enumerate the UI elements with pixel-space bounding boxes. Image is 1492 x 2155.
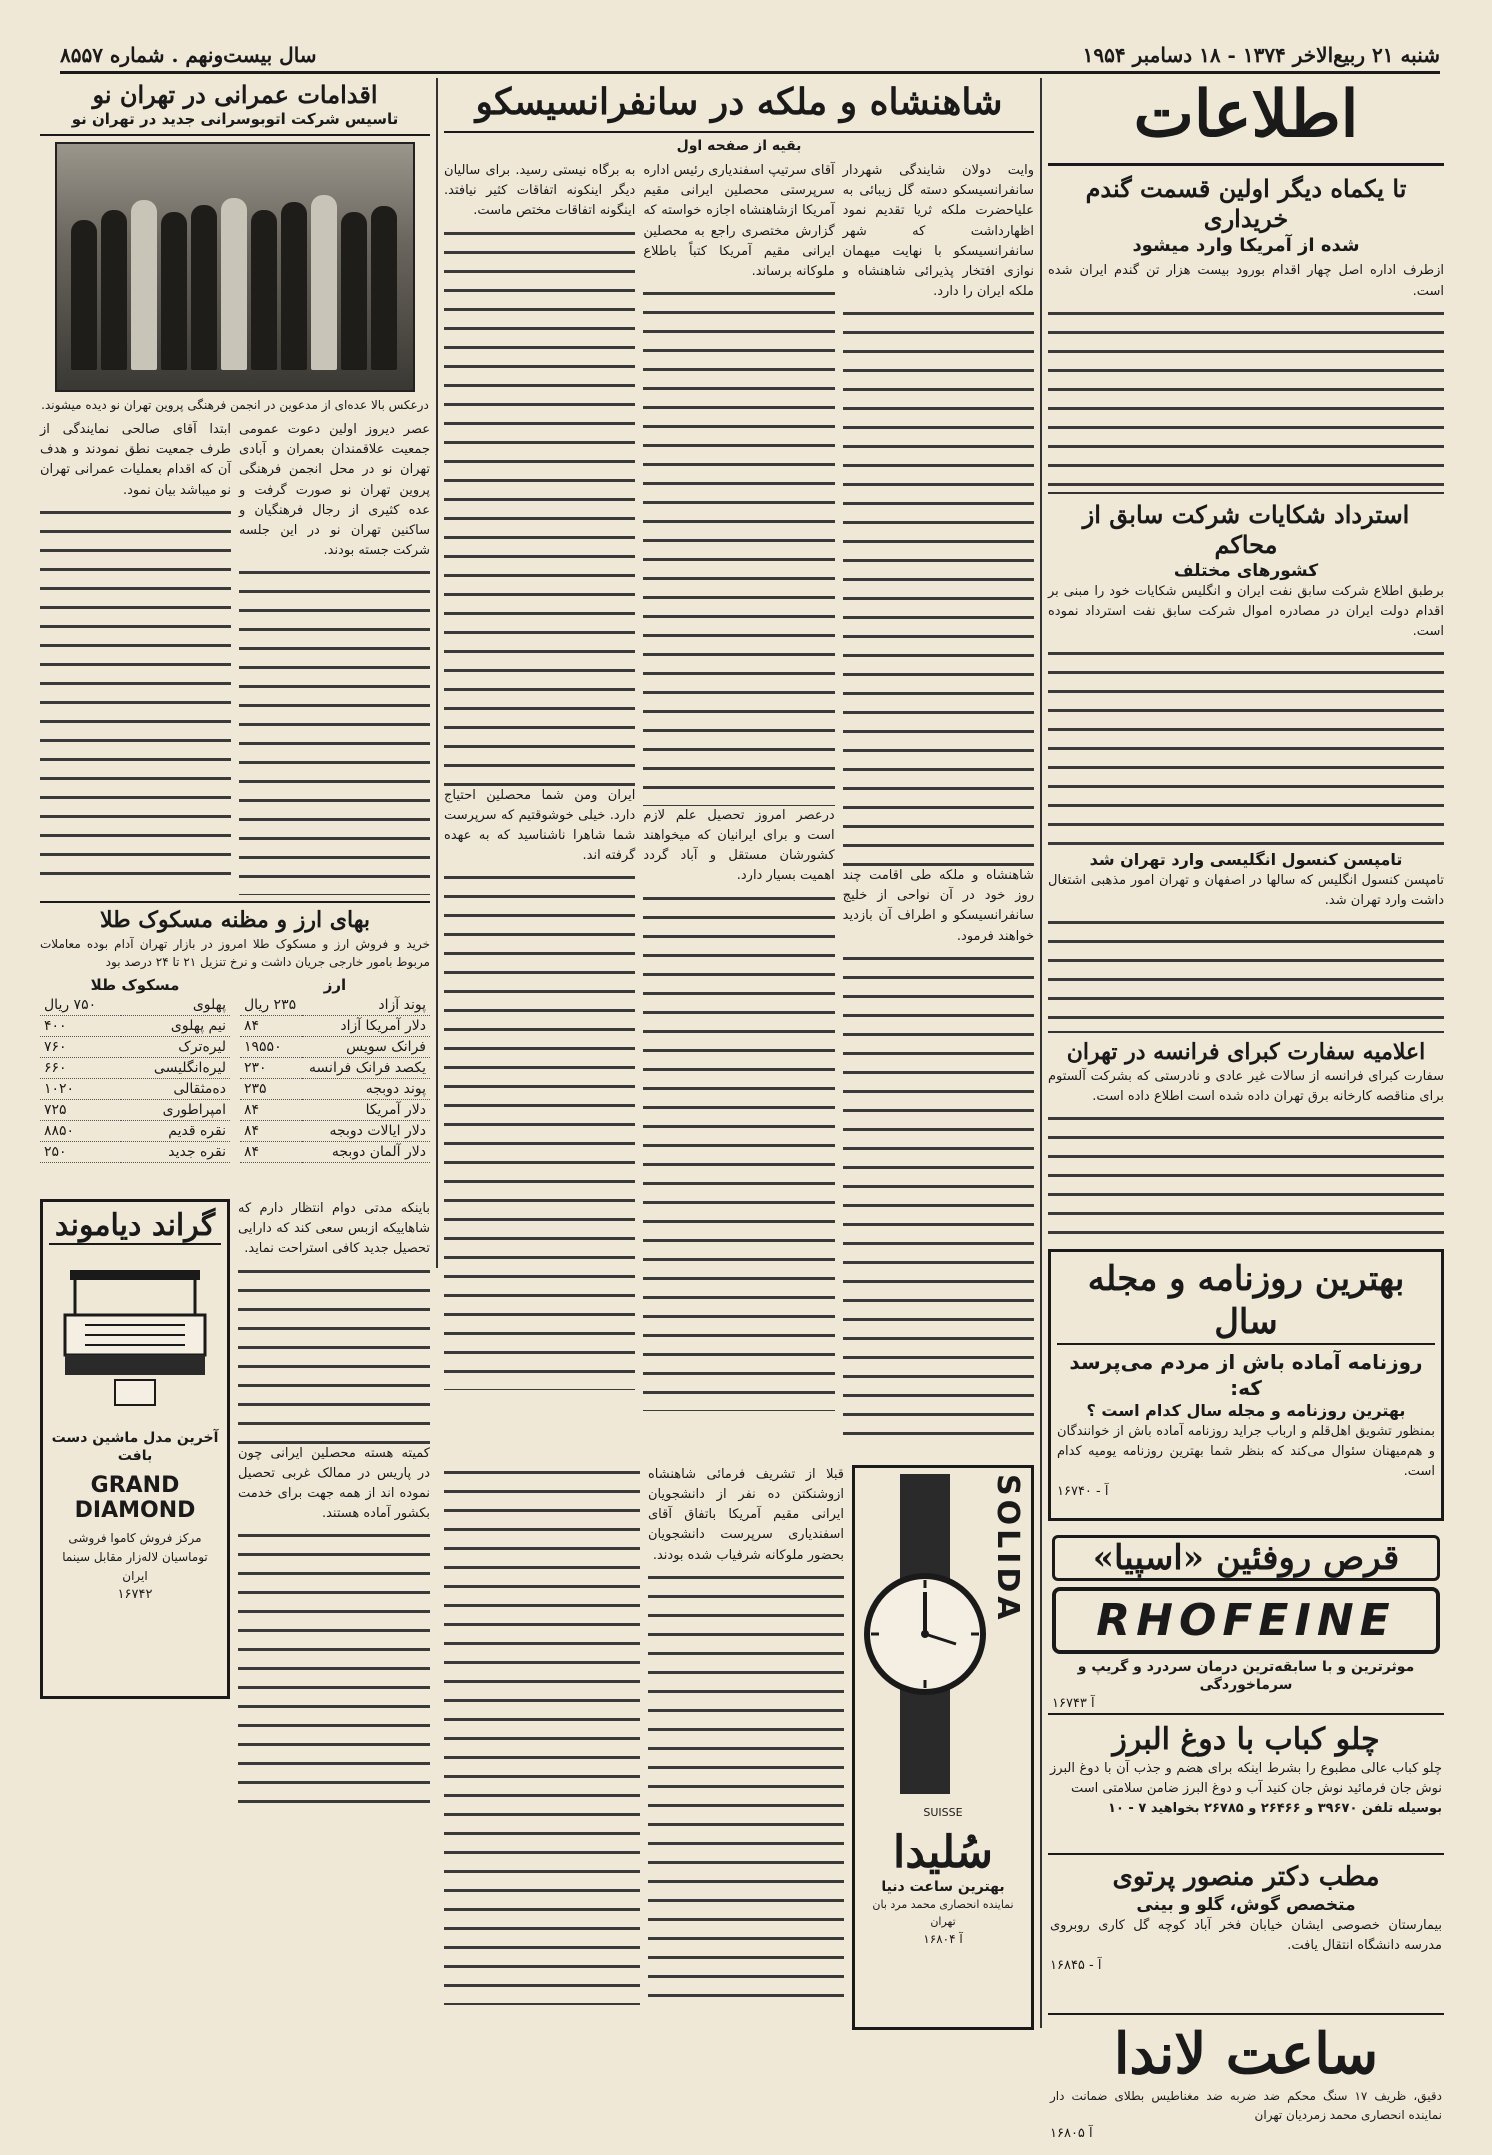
price-item-rate: ۸۴	[240, 1100, 302, 1121]
price-item-name: فرانک سویس	[302, 1037, 430, 1058]
currency-row	[240, 1058, 430, 1079]
currency-row	[240, 1121, 430, 1142]
currency-row	[240, 1079, 430, 1100]
rhofeine-ad	[1048, 1529, 1444, 1715]
currency-row	[240, 1142, 430, 1163]
clinic-ad	[1048, 1855, 1444, 2015]
development-paragraph: ابتدا آقای صالحی نمایندگی از طرف جمعیت نطق نمودند و هدف آن که اقدام بعملیات عمرانی تهران نو میباشد بیان نمود.	[40, 422, 231, 498]
group-photo	[55, 142, 415, 392]
price-item-rate: ۷۶۰	[40, 1037, 121, 1058]
best-newspaper-subheadline: روزنامه آماده باش از مردم می‌پرسد که:	[1069, 1350, 1423, 1401]
price-item-rate: ۶۶۰	[40, 1058, 121, 1079]
price-item-name: امپراطوری	[121, 1100, 230, 1121]
complaint-text: برطبق اطلاع شرکت سابق نفت ایران و انگلیس شکایات خود را مبنی بر اقدام دولت ایران در مصادره اموال شرکت سابق نفت استرداد نموده است.	[1048, 583, 1444, 640]
grand-diamond-slogan: آخرین مدل ماشین دست بافت	[51, 1430, 219, 1465]
landa-ad	[1048, 2015, 1444, 2155]
development-subheadline: تاسیس شرکت اتوبوسرانی جدید در تهران نو	[40, 110, 430, 136]
price-item-rate: ۷۵۰ ریال	[40, 995, 121, 1016]
gold-row	[40, 1142, 230, 1163]
gold-row	[40, 1016, 230, 1037]
clinic-text: بیمارستان خصوصی ایشان خیابان فخر آباد کوچه گل کاری روبروی مدرسه دانشگاه انتقال یافت.	[1050, 1917, 1442, 1953]
price-item-rate: ۴۰۰	[40, 1016, 121, 1037]
embassy-text: سفارت کبرای فرانسه از سالات غیر عادی و نادرستی که بشرکت آلستوم برای مناقصه کارخانه برق تهران داده شده است اطلاع داده است.	[1048, 1068, 1444, 1104]
solida-ad	[852, 1465, 1034, 2030]
column-rule	[1040, 78, 1042, 2028]
price-item-rate: ۲۳۵	[240, 1079, 302, 1100]
gold-row	[40, 1100, 230, 1121]
grand-diamond-text: مرکز فروش کاموا فروشی توماسیان لاله‌زار مقابل سینما ایران	[62, 1531, 208, 1583]
price-item-rate: ۲۳۵ ریال	[240, 995, 302, 1016]
price-item-name: دلار آمریکا آزاد	[302, 1016, 430, 1037]
grand-diamond-ref: ۱۶۷۴۲	[117, 1587, 153, 1603]
currency-row	[240, 1037, 430, 1058]
solida-country: SUISSE	[923, 1806, 963, 1819]
solida-ref: آ ۱۶۸۰۴	[923, 1932, 963, 1947]
center-subcolumn	[643, 161, 834, 1451]
center-paragraph: وایت دولان شایندگی شهردار سانفرانسیسکو دسته گل زیبائی به علیاحضرت ملکه ثریا تقدیم نمود اظهارداشت که شهر سانفرانسیسکو با نهایت میهمان نوازی افتخار پذیرائی شاهنشاه و ملکه ایران را دارد.	[842, 163, 1034, 300]
wheat-headline: تا یکماه دیگر اولین قسمت گندم خریداری	[1085, 174, 1407, 233]
solida-brand: SOLIDA	[990, 1474, 1025, 1624]
center-paragraph: آقای سرتیپ اسفندیاری رئیس اداره سرپرستی محصلین ایرانی مقیم آمریکا ازشاهنشاه اجازه خواسته که گزارش مختصری راجع به محصلین ایرانی مقیم آمریکا کتباً باطلاع ملوکانه برساند.	[643, 163, 835, 279]
best-newspaper-headline: بهترین روزنامه و مجله سال	[1057, 1258, 1435, 1345]
price-item-name: پهلوی	[121, 995, 230, 1016]
wheat-body-lines	[1048, 306, 1444, 486]
price-item-name: دلار آمریکا	[302, 1100, 430, 1121]
tapin-body-lines	[1048, 915, 1444, 1025]
gold-table-title: مسکوک طلا	[90, 975, 180, 994]
embassy-headline: اعلامیه سفارت کبرای فرانسه در تهران	[1066, 1039, 1426, 1066]
center-paragraph: قبلا از تشریف فرمائی شاهنشاه ازوشنکتن ده نفر از دانشجویان ایرانی مقیم آمریکا باتفاق آقای اسفندیاری سرپرست دانشجویان بحضور ملوکانه شرفیاب شده بودند.	[648, 1467, 844, 1563]
tapin-text: تامپسن کنسول انگلیس که سالها در اصفهان و تهران امور مذهبی اشتغال داشت وارد تهران شد.	[1048, 872, 1444, 909]
landa-text: دقیق، ظریف ۱۷ سنگ محکم ضد ضربه ضد مغناطیس بطلای ضمانت دار نماینده انحصاری محمد زمردیان تهران	[1050, 2089, 1442, 2122]
price-item-name: دلار آلمان دوبجه	[302, 1142, 430, 1163]
right-column	[1048, 77, 1444, 2142]
development-headline: اقدامات عمرانی در تهران نو	[92, 80, 378, 109]
price-item-rate: ۷۲۵	[40, 1100, 121, 1121]
center-paragraph: شاهنشاه و ملکه طی اقامت چند روز خود در آن نواحی از خلیج سانفرانسیسکو و اطراف آن بازدید خواهند فرمود.	[842, 868, 1034, 944]
price-item-name: نقره قدیم	[121, 1121, 230, 1142]
currency-row	[240, 1100, 430, 1121]
landa-ref: آ ۱۶۸۰۵	[1050, 2126, 1093, 2142]
center-subcolumn	[444, 161, 635, 1451]
kabab-ad	[1048, 1715, 1444, 1855]
landa-headline: ساعت لاندا	[1113, 2021, 1379, 2088]
center-lower-article	[444, 1465, 844, 2035]
rhofeine-logo: RHOFEINE	[1052, 1587, 1440, 1654]
price-item-rate: ۸۴	[240, 1016, 302, 1037]
continued-label: بقیه از صفحه اول	[676, 138, 802, 154]
solida-fa-title: سُلیدا	[892, 1827, 994, 1879]
gold-row	[40, 1058, 230, 1079]
wheat-subheadline: شده از آمریکا وارد میشود	[1132, 235, 1360, 256]
kabab-phone: بوسیله تلفن ۳۹۶۷۰ و ۲۶۴۶۶ و ۲۶۷۸۵ بخواهید ۷ - ۱۰	[1108, 1800, 1442, 1816]
top-bar	[60, 38, 1440, 74]
price-item-rate: ۸۴	[240, 1121, 302, 1142]
price-item-name: نیم پهلوی	[121, 1016, 230, 1037]
grand-diamond-ad	[40, 1199, 230, 1699]
gold-row	[40, 1121, 230, 1142]
tapin-headline: تامپسن کنسول انگلیسی وارد تهران شد	[1089, 850, 1403, 870]
best-newspaper-question: بهترین روزنامه و مجله سال کدام است ؟	[1086, 1401, 1406, 1421]
price-item-rate: ۱۰۲۰	[40, 1079, 121, 1100]
knitting-machine-icon	[55, 1255, 215, 1419]
complaint-headline: استرداد شکایات شرکت سابق از محاکم	[1082, 499, 1410, 559]
prices-intro: خرید و فروش ارز و مسکوک طلا امروز در بازار تهران آدام بوده معاملات مربوط بامور خارجی جریان داشت و نرخ تنزیل ۲۱ تا ۲۴ درصد بود	[40, 936, 430, 970]
price-item-rate: ۲۳۰	[240, 1058, 302, 1079]
left-paragraph: باینکه مدتی دوام انتظار دارم که شاهاییکه ازبس سعی کند که دارایی تحصیل جدید کافی استراحت نماید.	[238, 1201, 430, 1257]
center-paragraph: به برگاه نیستی رسید. برای سالیان دیگر اینکونه اتفاقات کثیر نیافتد. اینگونه اتفاقات مختص ماست.	[444, 163, 636, 219]
price-item-name: دلار ایالات دوبجه	[302, 1121, 430, 1142]
center-article-columns	[444, 161, 1034, 1451]
complaint-body-lines	[1048, 646, 1444, 846]
grand-diamond-title: گراند دیاموند	[49, 1208, 221, 1245]
development-paragraph: عصر دیروز اولین دعوت عمومی جمعیت علاقمندان بعمران و آبادی تهران نو در محل انجمن فرهنگی پروین تهران نو صورت گرفت و عده کثیری از رجال فرهنگیان و ساکنین تهران نو در این جلسه شرکت جسته بودند.	[239, 422, 430, 558]
best-newspaper-ref: آ - ۱۶۷۴۰	[1057, 1484, 1109, 1500]
price-item-name: نقره جدید	[121, 1142, 230, 1163]
left-paragraph: کمیته هسته محصلین ایرانی چون در پاریس در ممالک غربی تحصیل نموده اند از همه جهت برای خدمت بکشور آماده هستند.	[238, 1445, 430, 1521]
price-item-rate: ۱۹۵۵۰	[240, 1037, 302, 1058]
currency-row	[240, 995, 430, 1016]
clinic-ref: آ - ۱۶۸۴۵	[1050, 1957, 1102, 1973]
currency-table-title: ارز	[323, 975, 347, 994]
center-paragraph: درعصر امروز تحصیل علم لازم است و برای ایرانیان که میخواهند کشورشان مستقل و آباد گردد اهمیت بسیار دارد.	[643, 808, 835, 884]
clinic-subheadline: متخصص گوش، گلو و بینی	[1136, 1894, 1356, 1915]
price-item-name: لیره‌ترک	[121, 1037, 230, 1058]
gold-row	[40, 1037, 230, 1058]
solida-slogan: بهترین ساعت دنیا	[881, 1879, 1005, 1896]
gold-row	[40, 995, 230, 1016]
column-rule	[436, 78, 438, 1268]
currency-row	[240, 1016, 430, 1037]
kabab-headline: چلو کباب با دوغ البرز	[1112, 1722, 1380, 1758]
price-item-name: یکصد فرانک فرانسه	[302, 1058, 430, 1079]
kabab-text: چلو کباب عالی مطبوع را بشرط اینکه برای هضم و جذب آن با دوغ البرز نوش جان فرمائید نوش جان کنید آب و دوغ البرز ضامن سلامتی است	[1050, 1760, 1442, 1796]
price-item-name: پوند دوبجه	[302, 1079, 430, 1100]
center-headline: شاهنشاه و ملکه در سانفرانسیسکو	[444, 80, 1034, 133]
center-column	[444, 80, 1034, 1460]
price-item-rate: ۲۵۰	[40, 1142, 121, 1163]
photo-caption: درعکس بالا عده‌ای از مدعوین در انجمن فرهنگی پروین تهران نو دیده میشوند.	[41, 397, 429, 412]
complaint-subheadline: کشورهای مختلف	[1173, 560, 1319, 581]
gold-row	[40, 1079, 230, 1100]
wheat-text: ازطرف اداره اصل چهار اقدام بورود بیست هزار تن گندم ایران شده است.	[1048, 263, 1444, 299]
price-item-name: پوند آزاد	[302, 995, 430, 1016]
price-item-name: لیره‌انگلیسی	[121, 1058, 230, 1079]
gold-table	[40, 995, 230, 1163]
wristwatch-icon	[860, 1474, 990, 1804]
rhofeine-ref: آ ۱۶۷۴۳	[1052, 1696, 1095, 1712]
grand-diamond-logo: GRAND DIAMOND	[74, 1473, 196, 1524]
issue-number: سال بیست‌ونهم . شماره ۸۵۵۷	[60, 42, 317, 67]
price-item-rate: ۸۴	[240, 1142, 302, 1163]
issue-date: شنبه ۲۱ ربیع‌الاخر ۱۳۷۴ - ۱۸ دسامبر ۱۹۵۴	[1082, 42, 1440, 67]
currency-table	[240, 995, 430, 1163]
best-newspaper-box	[1048, 1249, 1444, 1521]
best-newspaper-text: بمنظور تشویق اهل‌قلم و ارباب جراید روزنامه آماده باش از خوانندگان و هم‌میهنان سئوال می‌کند که بنظر شما بهترین روزنامه یومیه کدام است.	[1057, 1423, 1435, 1480]
center-subcolumn	[843, 161, 1034, 1451]
embassy-body-lines	[1048, 1111, 1444, 1241]
prices-section	[40, 901, 430, 1191]
left-column	[40, 80, 430, 2030]
solida-dealer: نماینده انحصاری محمد مرد بان تهران	[872, 1898, 1014, 1929]
rhofeine-slogan: موثرترین و با سابقه‌ترین درمان سردرد و گریپ و سرماخوردگی	[1077, 1659, 1415, 1694]
price-item-rate: ۸۸۵۰	[40, 1121, 121, 1142]
clinic-headline: مطب دکتر منصور پرتوی	[1112, 1862, 1380, 1893]
prices-headline: بهای ارز و مظنه مسکوک طلا	[100, 907, 370, 934]
price-item-name: ده‌مثقالی	[121, 1079, 230, 1100]
center-paragraph: ایران ومن شما محصلین احتیاج دارد. خیلی خوشوقتیم که سرپرست شما شاهرا ناشناسید که به عهده گرفته اند.	[444, 787, 636, 864]
rhofeine-title: قرص روفئین «اسپیا»	[1052, 1535, 1440, 1581]
masthead-logo: اطلاعات	[1048, 80, 1444, 166]
